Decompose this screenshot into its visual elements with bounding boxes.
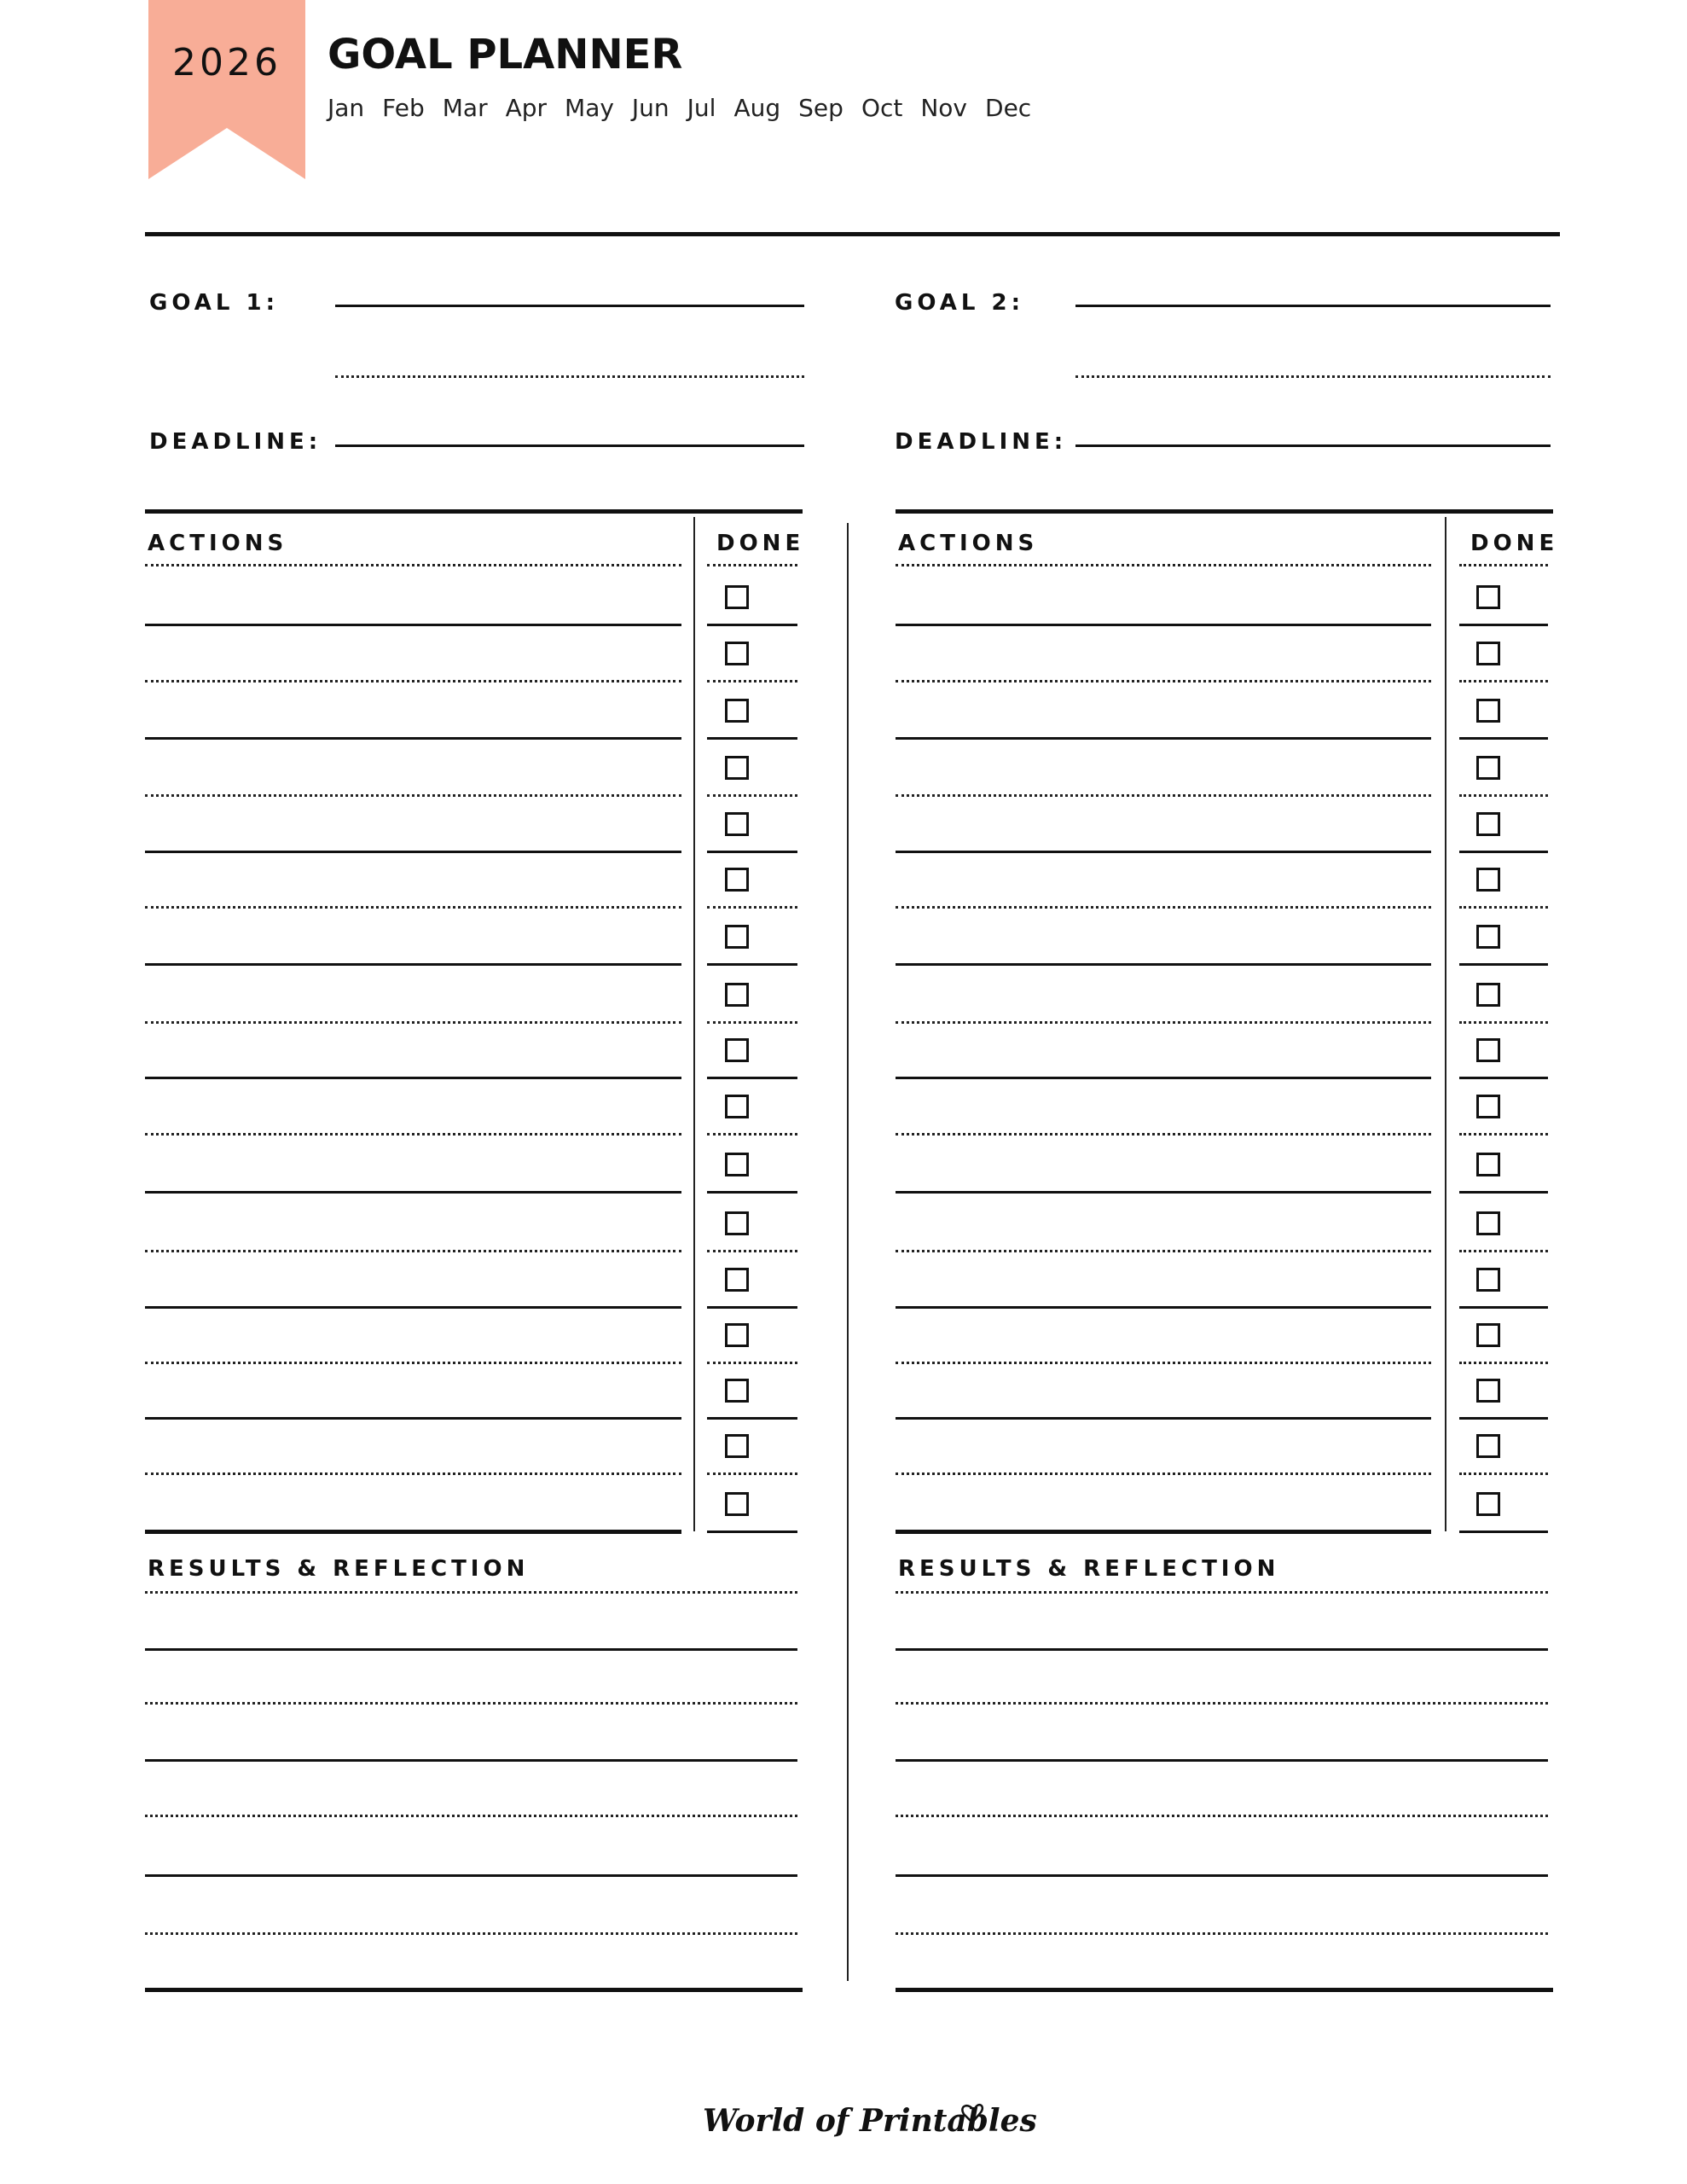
goal-1-action-line[interactable] xyxy=(145,737,681,740)
goal-2-done-checkbox[interactable] xyxy=(1476,983,1500,1007)
goal-2-action-line[interactable] xyxy=(896,1417,1431,1420)
goal-1-done-checkbox[interactable] xyxy=(725,1153,749,1176)
goal-1-done-line xyxy=(707,1472,797,1475)
goal-2-results-line[interactable] xyxy=(896,1759,1548,1762)
goal-2-action-line[interactable] xyxy=(896,1362,1431,1364)
goal-1-done-line xyxy=(707,1133,797,1136)
month-nov[interactable]: Nov xyxy=(920,94,968,122)
goal-1-results-line[interactable] xyxy=(145,1591,797,1594)
goal-2-action-line[interactable] xyxy=(896,1472,1431,1475)
page-title: GOAL PLANNER xyxy=(328,31,683,78)
goal-1-action-line[interactable] xyxy=(145,1417,681,1420)
goal-2-done-line xyxy=(1459,1417,1548,1420)
goal-2-actions-header: ACTIONS xyxy=(898,531,1039,556)
goal-2-done-checkbox[interactable] xyxy=(1476,868,1500,892)
goal-2-done-line xyxy=(1459,1191,1548,1194)
goal-1-actions-header-line xyxy=(145,564,681,566)
goal-1-results-line[interactable] xyxy=(145,1702,797,1705)
goal-1-done-checkbox[interactable] xyxy=(725,1323,749,1347)
goal-1-results-line[interactable] xyxy=(145,1874,797,1877)
goal-2-done-header-line xyxy=(1459,564,1548,566)
goal-2-done-checkbox[interactable] xyxy=(1476,1268,1500,1292)
goal-2-done-checkbox[interactable] xyxy=(1476,1323,1500,1347)
goal-1-label: GOAL 1: xyxy=(149,290,279,316)
goal-1-results-line[interactable] xyxy=(145,1759,797,1762)
goal-2-label: GOAL 2: xyxy=(895,290,1024,316)
goal-1-done-checkbox[interactable] xyxy=(725,1379,749,1403)
goal-2-done-checkbox[interactable] xyxy=(1476,756,1500,780)
goal-1-results-line[interactable] xyxy=(145,1815,797,1817)
goal-2-input-line-2[interactable] xyxy=(1075,375,1551,378)
month-feb[interactable]: Feb xyxy=(382,94,425,122)
goal-2-done-checkbox[interactable] xyxy=(1476,1379,1500,1403)
goal-2-done-header: DONE xyxy=(1470,531,1559,556)
goal-1-done-line xyxy=(707,680,797,682)
goal-2-input-line[interactable] xyxy=(1075,305,1551,307)
goal-2-done-line xyxy=(1459,1472,1548,1475)
goal-2-results-line[interactable] xyxy=(896,1815,1548,1817)
goal-2-done-line xyxy=(1459,737,1548,740)
goal-1-done-checkbox[interactable] xyxy=(725,756,749,780)
brand-logo-text: World of Printables xyxy=(703,2103,1037,2139)
goal-2-results-line[interactable] xyxy=(896,1932,1548,1935)
goal-2-results-line[interactable] xyxy=(896,1648,1548,1651)
goal-1-action-line[interactable] xyxy=(145,1362,681,1364)
goal-2-done-line xyxy=(1459,1362,1548,1364)
goal-1-done-checkbox[interactable] xyxy=(725,1095,749,1118)
goal-2-action-line[interactable] xyxy=(896,1133,1431,1136)
header-rule xyxy=(145,232,1560,236)
deadline-2-label: DEADLINE: xyxy=(895,429,1068,455)
goal-2-results-line[interactable] xyxy=(896,1702,1548,1705)
goal-2-action-line[interactable] xyxy=(896,1021,1431,1024)
goal-2-done-checkbox[interactable] xyxy=(1476,1153,1500,1176)
goal-2-action-line[interactable] xyxy=(896,851,1431,853)
goal-1-action-line[interactable] xyxy=(145,680,681,682)
goal-2-done-line xyxy=(1459,1021,1548,1024)
goal-1-input-line-2[interactable] xyxy=(335,375,804,378)
goal-1-results-line xyxy=(145,1988,803,1992)
month-apr[interactable]: Apr xyxy=(505,94,548,122)
goal-1-actions-header: ACTIONS xyxy=(148,531,288,556)
goal-2-action-line[interactable] xyxy=(896,1306,1431,1309)
goal-2-results-header: RESULTS & REFLECTION xyxy=(898,1556,1280,1582)
month-jun[interactable]: Jun xyxy=(631,94,670,122)
month-jan[interactable]: Jan xyxy=(328,94,365,122)
year-ribbon xyxy=(148,0,305,179)
goal-1-done-line xyxy=(707,1077,797,1079)
goal-2-done-checkbox[interactable] xyxy=(1476,699,1500,723)
goal-2-done-checkbox[interactable] xyxy=(1476,1211,1500,1235)
month-may[interactable]: May xyxy=(565,94,614,122)
goal-1-done-header: DONE xyxy=(716,531,805,556)
month-sep[interactable]: Sep xyxy=(798,94,844,122)
goal-2-actions-header-line xyxy=(896,564,1431,566)
goal-2-results-line[interactable] xyxy=(896,1874,1548,1877)
goal-2-done-checkbox[interactable] xyxy=(1476,1492,1500,1516)
goal-2-results-line xyxy=(896,1988,1553,1992)
deadline-2-input-line[interactable] xyxy=(1075,444,1551,447)
goal-2-action-line[interactable] xyxy=(896,737,1431,740)
goal-1-action-line[interactable] xyxy=(145,1021,681,1024)
deadline-1-label: DEADLINE: xyxy=(149,429,322,455)
goal-2-action-line[interactable] xyxy=(896,1077,1431,1079)
goal-1-done-checkbox[interactable] xyxy=(725,1268,749,1292)
goal-1-section-rule xyxy=(145,509,803,514)
goal-1-results-line[interactable] xyxy=(145,1932,797,1935)
goal-2-action-line[interactable] xyxy=(896,680,1431,682)
goal-1-results-header: RESULTS & REFLECTION xyxy=(148,1556,530,1582)
month-oct[interactable]: Oct xyxy=(861,94,903,122)
goal-1-done-line xyxy=(707,851,797,853)
goal-2-done-line xyxy=(1459,680,1548,682)
goal-1-done-checkbox[interactable] xyxy=(725,699,749,723)
goal-1-action-line[interactable] xyxy=(145,1530,681,1534)
goal-1-done-divider xyxy=(693,517,695,1531)
goal-2-done-line xyxy=(1459,1306,1548,1309)
deadline-1-input-line[interactable] xyxy=(335,444,804,447)
goal-2-done-checkbox[interactable] xyxy=(1476,1434,1500,1458)
goal-1-done-line xyxy=(707,1191,797,1194)
goal-2-action-line[interactable] xyxy=(896,1191,1431,1194)
goal-1-action-line[interactable] xyxy=(145,624,681,626)
goal-2-done-line xyxy=(1459,624,1548,626)
goal-2-done-divider xyxy=(1445,517,1446,1531)
goal-2-done-line xyxy=(1459,794,1548,797)
goal-2-done-line xyxy=(1459,1531,1548,1533)
goal-1-done-line xyxy=(707,1306,797,1309)
goal-2-done-line xyxy=(1459,906,1548,909)
goal-1-action-line[interactable] xyxy=(145,963,681,966)
goal-2-action-line[interactable] xyxy=(896,1530,1431,1534)
goal-1-done-checkbox[interactable] xyxy=(725,585,749,609)
goal-2-done-line xyxy=(1459,1250,1548,1252)
month-dec[interactable]: Dec xyxy=(985,94,1032,122)
goal-1-done-line xyxy=(707,737,797,740)
goal-1-done-checkbox[interactable] xyxy=(725,1211,749,1235)
goal-1-done-checkbox[interactable] xyxy=(725,983,749,1007)
goal-1-action-line[interactable] xyxy=(145,1077,681,1079)
month-aug[interactable]: Aug xyxy=(733,94,781,122)
goal-2-done-checkbox[interactable] xyxy=(1476,812,1500,836)
goal-2-action-line[interactable] xyxy=(896,1250,1431,1252)
goal-2-done-checkbox[interactable] xyxy=(1476,642,1500,665)
goal-1-action-line[interactable] xyxy=(145,851,681,853)
goal-1-done-line xyxy=(707,1021,797,1024)
goal-1-action-line[interactable] xyxy=(145,906,681,909)
goal-1-action-line[interactable] xyxy=(145,1472,681,1475)
goal-1-done-checkbox[interactable] xyxy=(725,925,749,949)
goal-2-done-line xyxy=(1459,1133,1548,1136)
goal-1-results-line[interactable] xyxy=(145,1648,797,1651)
goal-1-done-checkbox[interactable] xyxy=(725,1434,749,1458)
brand-logo xyxy=(699,2082,1037,2158)
year-label: 2026 xyxy=(172,41,281,84)
month-list xyxy=(328,94,1049,122)
goal-2-done-line xyxy=(1459,963,1548,966)
goal-2-done-checkbox[interactable] xyxy=(1476,1038,1500,1062)
goal-2-results-line[interactable] xyxy=(896,1591,1548,1594)
goal-1-done-checkbox[interactable] xyxy=(725,642,749,665)
goal-1-done-checkbox[interactable] xyxy=(725,1038,749,1062)
goal-1-done-checkbox[interactable] xyxy=(725,1492,749,1516)
goal-1-done-line xyxy=(707,906,797,909)
goal-2-action-line[interactable] xyxy=(896,906,1431,909)
goal-1-done-checkbox[interactable] xyxy=(725,868,749,892)
goal-2-done-line xyxy=(1459,1077,1548,1079)
goal-1-action-line[interactable] xyxy=(145,1306,681,1309)
month-mar[interactable]: Mar xyxy=(442,94,488,122)
goal-2-done-checkbox[interactable] xyxy=(1476,925,1500,949)
goal-2-action-line[interactable] xyxy=(896,963,1431,966)
goal-2-done-line xyxy=(1459,851,1548,853)
goal-2-done-checkbox[interactable] xyxy=(1476,585,1500,609)
goal-1-done-line xyxy=(707,963,797,966)
goal-1-action-line[interactable] xyxy=(145,1250,681,1252)
goal-1-action-line[interactable] xyxy=(145,1133,681,1136)
goal-1-action-line[interactable] xyxy=(145,1191,681,1194)
goal-1-done-line xyxy=(707,1417,797,1420)
goal-1-done-header-line xyxy=(707,564,797,566)
goal-2-action-line[interactable] xyxy=(896,624,1431,626)
goal-1-action-line[interactable] xyxy=(145,794,681,797)
goal-2-action-line[interactable] xyxy=(896,794,1431,797)
goal-1-input-line[interactable] xyxy=(335,305,804,307)
goal-1-done-line xyxy=(707,1250,797,1252)
goal-1-done-line xyxy=(707,624,797,626)
month-jul[interactable]: Jul xyxy=(687,94,716,122)
goal-2-done-checkbox[interactable] xyxy=(1476,1095,1500,1118)
goal-2-section-rule xyxy=(896,509,1553,514)
goal-1-done-line xyxy=(707,1531,797,1533)
goal-1-done-line xyxy=(707,794,797,797)
center-divider xyxy=(847,523,849,1981)
goal-1-done-checkbox[interactable] xyxy=(725,812,749,836)
goal-1-done-line xyxy=(707,1362,797,1364)
